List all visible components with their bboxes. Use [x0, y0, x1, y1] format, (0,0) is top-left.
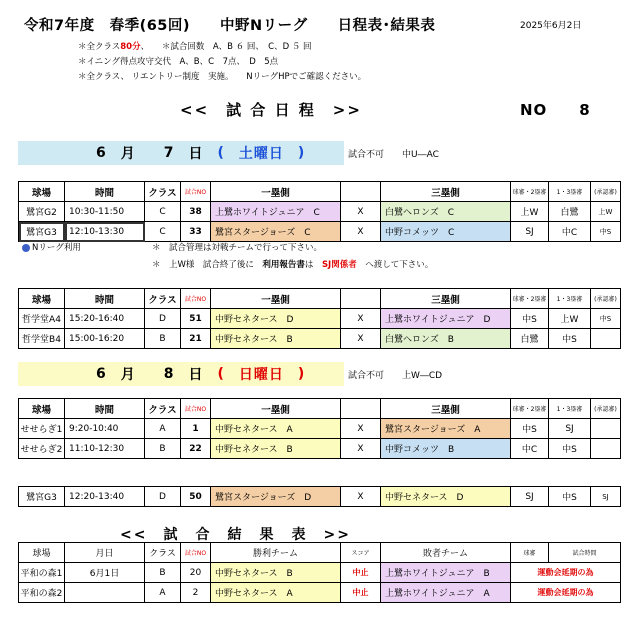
sheet-number: NO 8 — [520, 101, 591, 119]
first-base-team: 中野セネタース B — [211, 439, 341, 459]
table-row — [19, 419, 621, 439]
schedule-title: << 試 合 日 程 >> — [180, 101, 362, 119]
col-time: 時間 — [65, 289, 145, 309]
note-line-3: ＊全クラス、 リエントリー制度 実施。 NリーグHPでご確認ください。 — [78, 72, 367, 82]
time: 9:20-10:40 — [65, 419, 145, 439]
table-row — [19, 563, 621, 583]
first-base-team: 上鷺ホワイトジュニア C — [211, 202, 341, 222]
col-umpire13: 1・3塁審 — [549, 289, 591, 309]
umpire13: SJ — [549, 419, 591, 439]
day-band-sunday — [18, 362, 344, 386]
class: A — [145, 419, 181, 439]
time: 10:30-11:50 — [65, 202, 145, 222]
col-game-no: 試合NO — [181, 182, 211, 202]
third-base-team: 鷺宮スタージョーズ A — [381, 419, 511, 439]
third-base-team: 中野セネタース D — [381, 487, 511, 507]
day-note-sunday: 試合不可 上W―CD — [348, 371, 443, 381]
table-row — [19, 222, 621, 242]
col-score: スコア — [341, 543, 381, 563]
venue: 平和の森1 — [19, 563, 65, 583]
note-line-1 — [78, 40, 312, 52]
winner-team: 中野セネタース A — [211, 583, 341, 603]
class: A — [145, 583, 181, 603]
recorder — [591, 439, 621, 459]
legend-dot-icon — [22, 244, 30, 252]
note-highlight: SJ関係者 — [321, 260, 357, 270]
umpire: SJ — [511, 487, 549, 507]
first-base-team: 中野セネタース A — [211, 419, 341, 439]
time: 12:20-13:40 — [65, 487, 145, 507]
venue: 鷺宮G3 — [19, 487, 65, 507]
legend — [22, 241, 81, 253]
month-unit: 月 — [120, 367, 136, 383]
mid-note-1: ＊ 試合管理は対戦チームで行って下さい。 — [152, 243, 323, 253]
col-venue: 球場 — [19, 399, 65, 419]
score: 中止 — [341, 563, 381, 583]
umpire: 中C — [511, 439, 549, 459]
table-header-row — [19, 182, 621, 202]
results-title: << 試 合 結 果 表 >> — [120, 527, 351, 543]
table-header-row — [19, 399, 621, 419]
col-winner: 勝利チーム — [211, 543, 341, 563]
col-umpire13: 1・3塁審 — [549, 399, 591, 419]
note-text: 、 ＊試合回数 A、B ６ 回、 C、D ５ 回 — [140, 42, 312, 52]
date — [65, 583, 145, 603]
col-loser: 敗者チーム — [381, 543, 511, 563]
col-game-no: 試合NO — [181, 543, 211, 563]
venue: 鷺宮G2 — [19, 202, 65, 222]
col-time: 時間 — [65, 399, 145, 419]
col-first-base: 一塁側 — [211, 289, 341, 309]
note-text: へ渡して下さい。 — [356, 260, 434, 270]
umpire: 上W — [511, 202, 549, 222]
third-base-team: 上鷺ホワイトジュニア D — [381, 309, 511, 329]
versus: X — [341, 309, 381, 329]
col-recorder: (承認審) — [591, 399, 621, 419]
col-venue: 球場 — [19, 182, 65, 202]
class: B — [145, 329, 181, 349]
venue: 哲学堂A4 — [19, 309, 65, 329]
table-header-row — [19, 289, 621, 309]
umpire13: 中S — [549, 439, 591, 459]
status: 運動会延期の為 — [511, 583, 621, 603]
col-third-base: 三塁側 — [381, 399, 511, 419]
col-vs — [341, 399, 381, 419]
game-no: 20 — [181, 563, 211, 583]
recorder — [591, 419, 621, 439]
first-base-team: 中野セネタース D — [211, 309, 341, 329]
table-row — [19, 583, 621, 603]
col-class: クラス — [145, 543, 181, 563]
game-no: 51 — [181, 309, 211, 329]
col-umpire: 球審・2塁審 — [511, 289, 549, 309]
mid-note-2 — [152, 258, 433, 270]
table-row — [19, 202, 621, 222]
col-umpire13: 1・3塁審 — [549, 182, 591, 202]
legend-label: Nリーグ利用 — [32, 243, 81, 253]
weekday: 土曜日 — [238, 146, 284, 162]
venue[interactable]: 鷺宮G3 — [19, 222, 65, 242]
col-first-base: 一塁側 — [211, 399, 341, 419]
third-base-team: 中野コメッツ B — [381, 439, 511, 459]
paren-close: ) — [297, 366, 306, 382]
schedule-table-2 — [18, 288, 621, 349]
weekday: 日曜日 — [238, 367, 284, 383]
day-band-saturday — [18, 141, 344, 165]
table-row — [19, 487, 621, 507]
umpire13: 中C — [549, 222, 591, 242]
col-game-no: 試合NO — [181, 289, 211, 309]
game-no: 50 — [181, 487, 211, 507]
document-date: 2025年6月2日 — [520, 21, 582, 31]
first-base-team: 鷺宮スタージョーズ C — [211, 222, 341, 242]
venue: せせらぎ2 — [19, 439, 65, 459]
day: 8 — [163, 366, 175, 382]
paren-open: ( — [217, 366, 225, 382]
col-class: クラス — [145, 399, 181, 419]
loser-team: 上鷺ホワイトジュニア B — [381, 563, 511, 583]
day-note-saturday: 試合不可 中U―AC — [348, 150, 439, 160]
umpire: 白鷺 — [511, 329, 549, 349]
date: 6月1日 — [65, 563, 145, 583]
col-first-base: 一塁側 — [211, 182, 341, 202]
time[interactable]: 12:10-13:30 — [65, 222, 145, 242]
umpire: 中S — [511, 419, 549, 439]
day: 7 — [163, 145, 175, 161]
month: 6 — [96, 145, 107, 161]
col-duration: 試合時間 — [549, 543, 621, 563]
col-recorder: (承認審) — [591, 182, 621, 202]
umpire: SJ — [511, 222, 549, 242]
umpire13: 中S — [549, 329, 591, 349]
third-base-team: 白鷺ヘロンズ B — [381, 329, 511, 349]
class: D — [145, 487, 181, 507]
col-third-base: 三塁側 — [381, 289, 511, 309]
recorder: 中S — [591, 309, 621, 329]
versus: X — [341, 329, 381, 349]
game-no: 1 — [181, 419, 211, 439]
versus: X — [341, 222, 381, 242]
col-venue: 球場 — [19, 289, 65, 309]
schedule-table-4 — [18, 486, 621, 507]
third-base-team: 中野コメッツ C — [381, 222, 511, 242]
loser-team: 上鷺ホワイトジュニア A — [381, 583, 511, 603]
umpire13: 白鷺 — [549, 202, 591, 222]
table-header-row — [19, 543, 621, 563]
game-no: 21 — [181, 329, 211, 349]
first-base-team: 鷺宮スタージョーズ D — [211, 487, 341, 507]
col-time: 時間 — [65, 182, 145, 202]
note-text: ＊ 上W様 試合終了後に — [152, 260, 263, 270]
status: 運動会延期の為 — [511, 563, 621, 583]
results-table — [18, 542, 621, 603]
versus: X — [341, 487, 381, 507]
table-row — [19, 329, 621, 349]
month-unit: 月 — [120, 146, 136, 162]
col-vs — [341, 289, 381, 309]
col-umpire: 球審・2塁審 — [511, 182, 549, 202]
note-bold: 利用報告書 — [262, 260, 305, 270]
umpire: 中S — [511, 309, 549, 329]
col-class: クラス — [145, 182, 181, 202]
col-umpire: 球審 — [511, 543, 549, 563]
table-row — [19, 439, 621, 459]
class: B — [145, 439, 181, 459]
game-no: 38 — [181, 202, 211, 222]
versus: X — [341, 419, 381, 439]
winner-team: 中野セネタース B — [211, 563, 341, 583]
umpire13: 上W — [549, 309, 591, 329]
schedule-table-3 — [18, 398, 621, 459]
recorder — [591, 329, 621, 349]
game-no: 33 — [181, 222, 211, 242]
col-umpire: 球審・2塁審 — [511, 399, 549, 419]
note-text: は — [304, 260, 322, 270]
day-unit: 日 — [188, 367, 204, 383]
col-vs — [341, 182, 381, 202]
game-no: 22 — [181, 439, 211, 459]
time: 15:20-16:40 — [65, 309, 145, 329]
time: 11:10-12:30 — [65, 439, 145, 459]
class: B — [145, 563, 181, 583]
versus: X — [341, 439, 381, 459]
venue: せせらぎ1 — [19, 419, 65, 439]
note-highlight: 80分 — [120, 42, 141, 52]
schedule-table-1 — [18, 181, 621, 242]
note-text: ＊全クラス — [78, 42, 121, 52]
game-no: 2 — [181, 583, 211, 603]
paren-close: ) — [297, 145, 306, 161]
col-game-no: 試合NO — [181, 399, 211, 419]
third-base-team: 白鷺ヘロンズ C — [381, 202, 511, 222]
class: C — [145, 222, 181, 242]
col-recorder: (承認審) — [591, 289, 621, 309]
class: D — [145, 309, 181, 329]
recorder: 中S — [591, 222, 621, 242]
score: 中止 — [341, 583, 381, 603]
venue: 哲学堂B4 — [19, 329, 65, 349]
month: 6 — [96, 366, 107, 382]
col-date: 月日 — [65, 543, 145, 563]
col-venue: 球場 — [19, 543, 65, 563]
paren-open: ( — [217, 145, 225, 161]
class: C — [145, 202, 181, 222]
versus: X — [341, 202, 381, 222]
note-line-2: ＊イニング得点攻守交代 A、B、C 7点、 D 5点 — [78, 57, 279, 67]
venue: 平和の森2 — [19, 583, 65, 603]
page-title: 令和7年度 春季(65回) 中野Nリーグ 日程表･結果表 — [24, 18, 436, 34]
col-class: クラス — [145, 289, 181, 309]
table-row — [19, 309, 621, 329]
first-base-team: 中野セネタース B — [211, 329, 341, 349]
umpire13: 中S — [549, 487, 591, 507]
col-third-base: 三塁側 — [381, 182, 511, 202]
time: 15:00-16:20 — [65, 329, 145, 349]
recorder: SJ — [591, 487, 621, 507]
recorder: 上W — [591, 202, 621, 222]
day-unit: 日 — [188, 146, 204, 162]
